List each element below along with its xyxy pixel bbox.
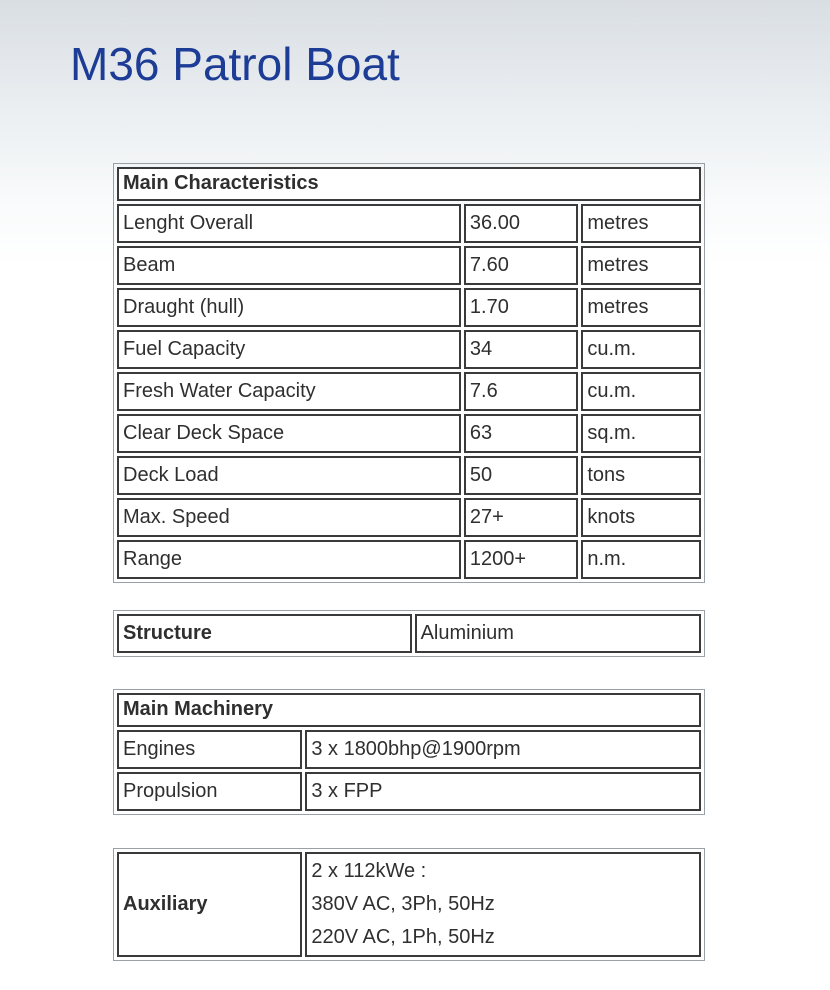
table-header-row — [117, 693, 701, 727]
spec-label: Fresh Water Capacity — [117, 372, 461, 411]
spec-row — [117, 246, 701, 285]
spec-row — [117, 288, 701, 327]
structure-label: Structure — [117, 614, 412, 653]
content-area — [113, 163, 705, 961]
spec-row — [117, 540, 701, 579]
main-characteristics-table — [113, 163, 705, 583]
spec-value: 34 — [464, 330, 578, 369]
spec-value: 36.00 — [464, 204, 578, 243]
spec-unit: cu.m. — [581, 372, 701, 411]
spec-unit: tons — [581, 456, 701, 495]
spec-row — [117, 204, 701, 243]
table-header-row — [117, 167, 701, 201]
spec-label: Clear Deck Space — [117, 414, 461, 453]
spec-label: Fuel Capacity — [117, 330, 461, 369]
spec-unit: metres — [581, 246, 701, 285]
page-title: M36 Patrol Boat — [70, 38, 400, 90]
spec-value: 3 x FPP — [305, 772, 701, 811]
spec-label: Engines — [117, 730, 302, 769]
spec-row — [117, 498, 701, 537]
spec-value: 7.6 — [464, 372, 578, 411]
spec-row — [117, 614, 701, 653]
spec-label: Beam — [117, 246, 461, 285]
spec-value: 50 — [464, 456, 578, 495]
spec-label: Deck Load — [117, 456, 461, 495]
main-machinery-header: Main Machinery — [117, 693, 701, 727]
spec-value: 27+ — [464, 498, 578, 537]
spec-unit: metres — [581, 204, 701, 243]
spec-unit: knots — [581, 498, 701, 537]
spec-label: Propulsion — [117, 772, 302, 811]
spec-label: Lenght Overall — [117, 204, 461, 243]
structure-table — [113, 610, 705, 657]
auxiliary-line: 380V AC, 3Ph, 50Hz — [311, 892, 495, 915]
spec-unit: n.m. — [581, 540, 701, 579]
spec-value: 7.60 — [464, 246, 578, 285]
spec-row — [117, 852, 701, 957]
spec-row — [117, 372, 701, 411]
spec-label: Max. Speed — [117, 498, 461, 537]
spec-label: Range — [117, 540, 461, 579]
spec-row — [117, 772, 701, 811]
auxiliary-label: Auxiliary — [117, 852, 302, 957]
spec-row — [117, 730, 701, 769]
spec-value: 1200+ — [464, 540, 578, 579]
auxiliary-line: 220V AC, 1Ph, 50Hz — [311, 925, 495, 948]
main-characteristics-header: Main Characteristics — [117, 167, 701, 201]
spec-unit: metres — [581, 288, 701, 327]
main-machinery-table — [113, 689, 705, 815]
spec-row — [117, 456, 701, 495]
spec-unit: cu.m. — [581, 330, 701, 369]
auxiliary-value — [305, 852, 701, 957]
spec-unit: sq.m. — [581, 414, 701, 453]
spec-row — [117, 330, 701, 369]
auxiliary-table — [113, 848, 705, 961]
spec-value: 1.70 — [464, 288, 578, 327]
auxiliary-line: 2 x 112kWe : — [311, 859, 427, 882]
spec-value: 3 x 1800bhp@1900rpm — [305, 730, 701, 769]
structure-value: Aluminium — [415, 614, 701, 653]
spec-row — [117, 414, 701, 453]
spec-value: 63 — [464, 414, 578, 453]
spec-label: Draught (hull) — [117, 288, 461, 327]
